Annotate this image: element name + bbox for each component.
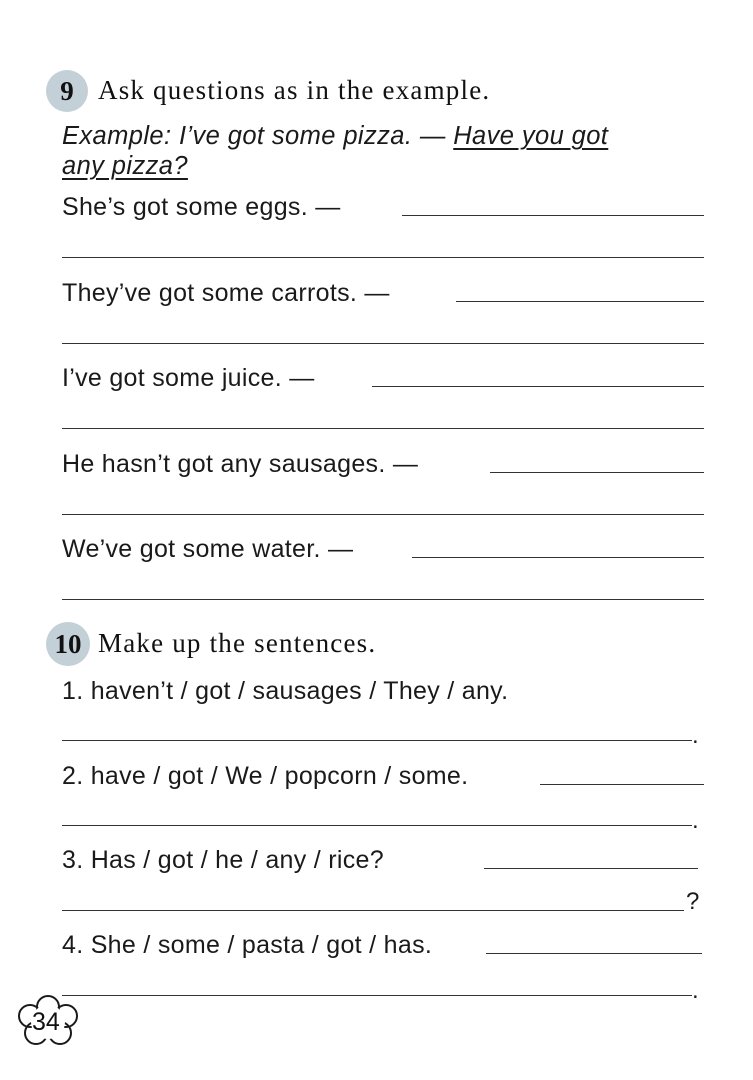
answer-line-9-3b[interactable] (62, 428, 704, 429)
end-punct-10-4: . (692, 977, 699, 1004)
exercise-9-number: 9 (60, 75, 74, 106)
example-answer-part-1: Have you got (453, 122, 609, 150)
answer-line-10-4b[interactable] (62, 995, 692, 996)
exercise-10-item-3: 3. Has / got / he / any / rice? (62, 846, 384, 874)
end-punct-10-2: . (692, 807, 699, 834)
exercise-10-item-2: 2. have / got / We / popcorn / some. (62, 762, 469, 790)
answer-line-9-3a[interactable] (372, 386, 704, 387)
answer-line-9-5b[interactable] (62, 599, 704, 600)
page-number: 34 (32, 1008, 60, 1036)
exercise-9-item-2: They’ve got some carrots. — (62, 279, 390, 307)
answer-line-9-4a[interactable] (490, 472, 704, 473)
example-prefix: Example: I’ve got some pizza. — (62, 122, 454, 150)
answer-line-10-3b[interactable] (62, 910, 684, 911)
exercise-9-instruction: Ask questions as in the example. (98, 75, 491, 105)
answer-line-10-1[interactable] (62, 740, 692, 741)
example-answer-part-2: any pizza? (62, 152, 188, 180)
exercise-9-item-5: We’ve got some water. — (62, 535, 354, 563)
answer-line-9-2a[interactable] (456, 301, 704, 302)
exercise-9-number-badge (46, 70, 88, 112)
end-punct-10-3: ? (686, 888, 700, 915)
end-punct-10-1: . (692, 722, 699, 749)
answer-line-10-3a[interactable] (484, 868, 698, 869)
answer-line-10-4a[interactable] (486, 953, 702, 954)
answer-line-9-4b[interactable] (62, 514, 704, 515)
exercise-10-number-badge (46, 622, 90, 666)
exercise-10-instruction: Make up the sentences. (98, 628, 377, 658)
exercise-10-item-1: 1. haven’t / got / sausages / They / any. (62, 677, 509, 705)
exercise-9-item-4: He hasn’t got any sausages. — (62, 450, 419, 478)
exercise-9-item-1: She’s got some eggs. — (62, 193, 341, 221)
answer-line-9-1a[interactable] (402, 215, 704, 216)
answer-line-10-2b[interactable] (62, 825, 692, 826)
answer-line-10-2a[interactable] (540, 784, 704, 785)
answer-line-9-2b[interactable] (62, 343, 704, 344)
exercise-10-number: 10 (54, 628, 82, 659)
example-line-1 (62, 122, 608, 151)
answer-line-9-1b[interactable] (62, 257, 704, 258)
exercise-9-item-3: I’ve got some juice. — (62, 364, 315, 392)
answer-line-9-5a[interactable] (412, 557, 704, 558)
example-line-2 (62, 152, 188, 181)
exercise-10-item-4: 4. She / some / pasta / got / has. (62, 931, 433, 959)
